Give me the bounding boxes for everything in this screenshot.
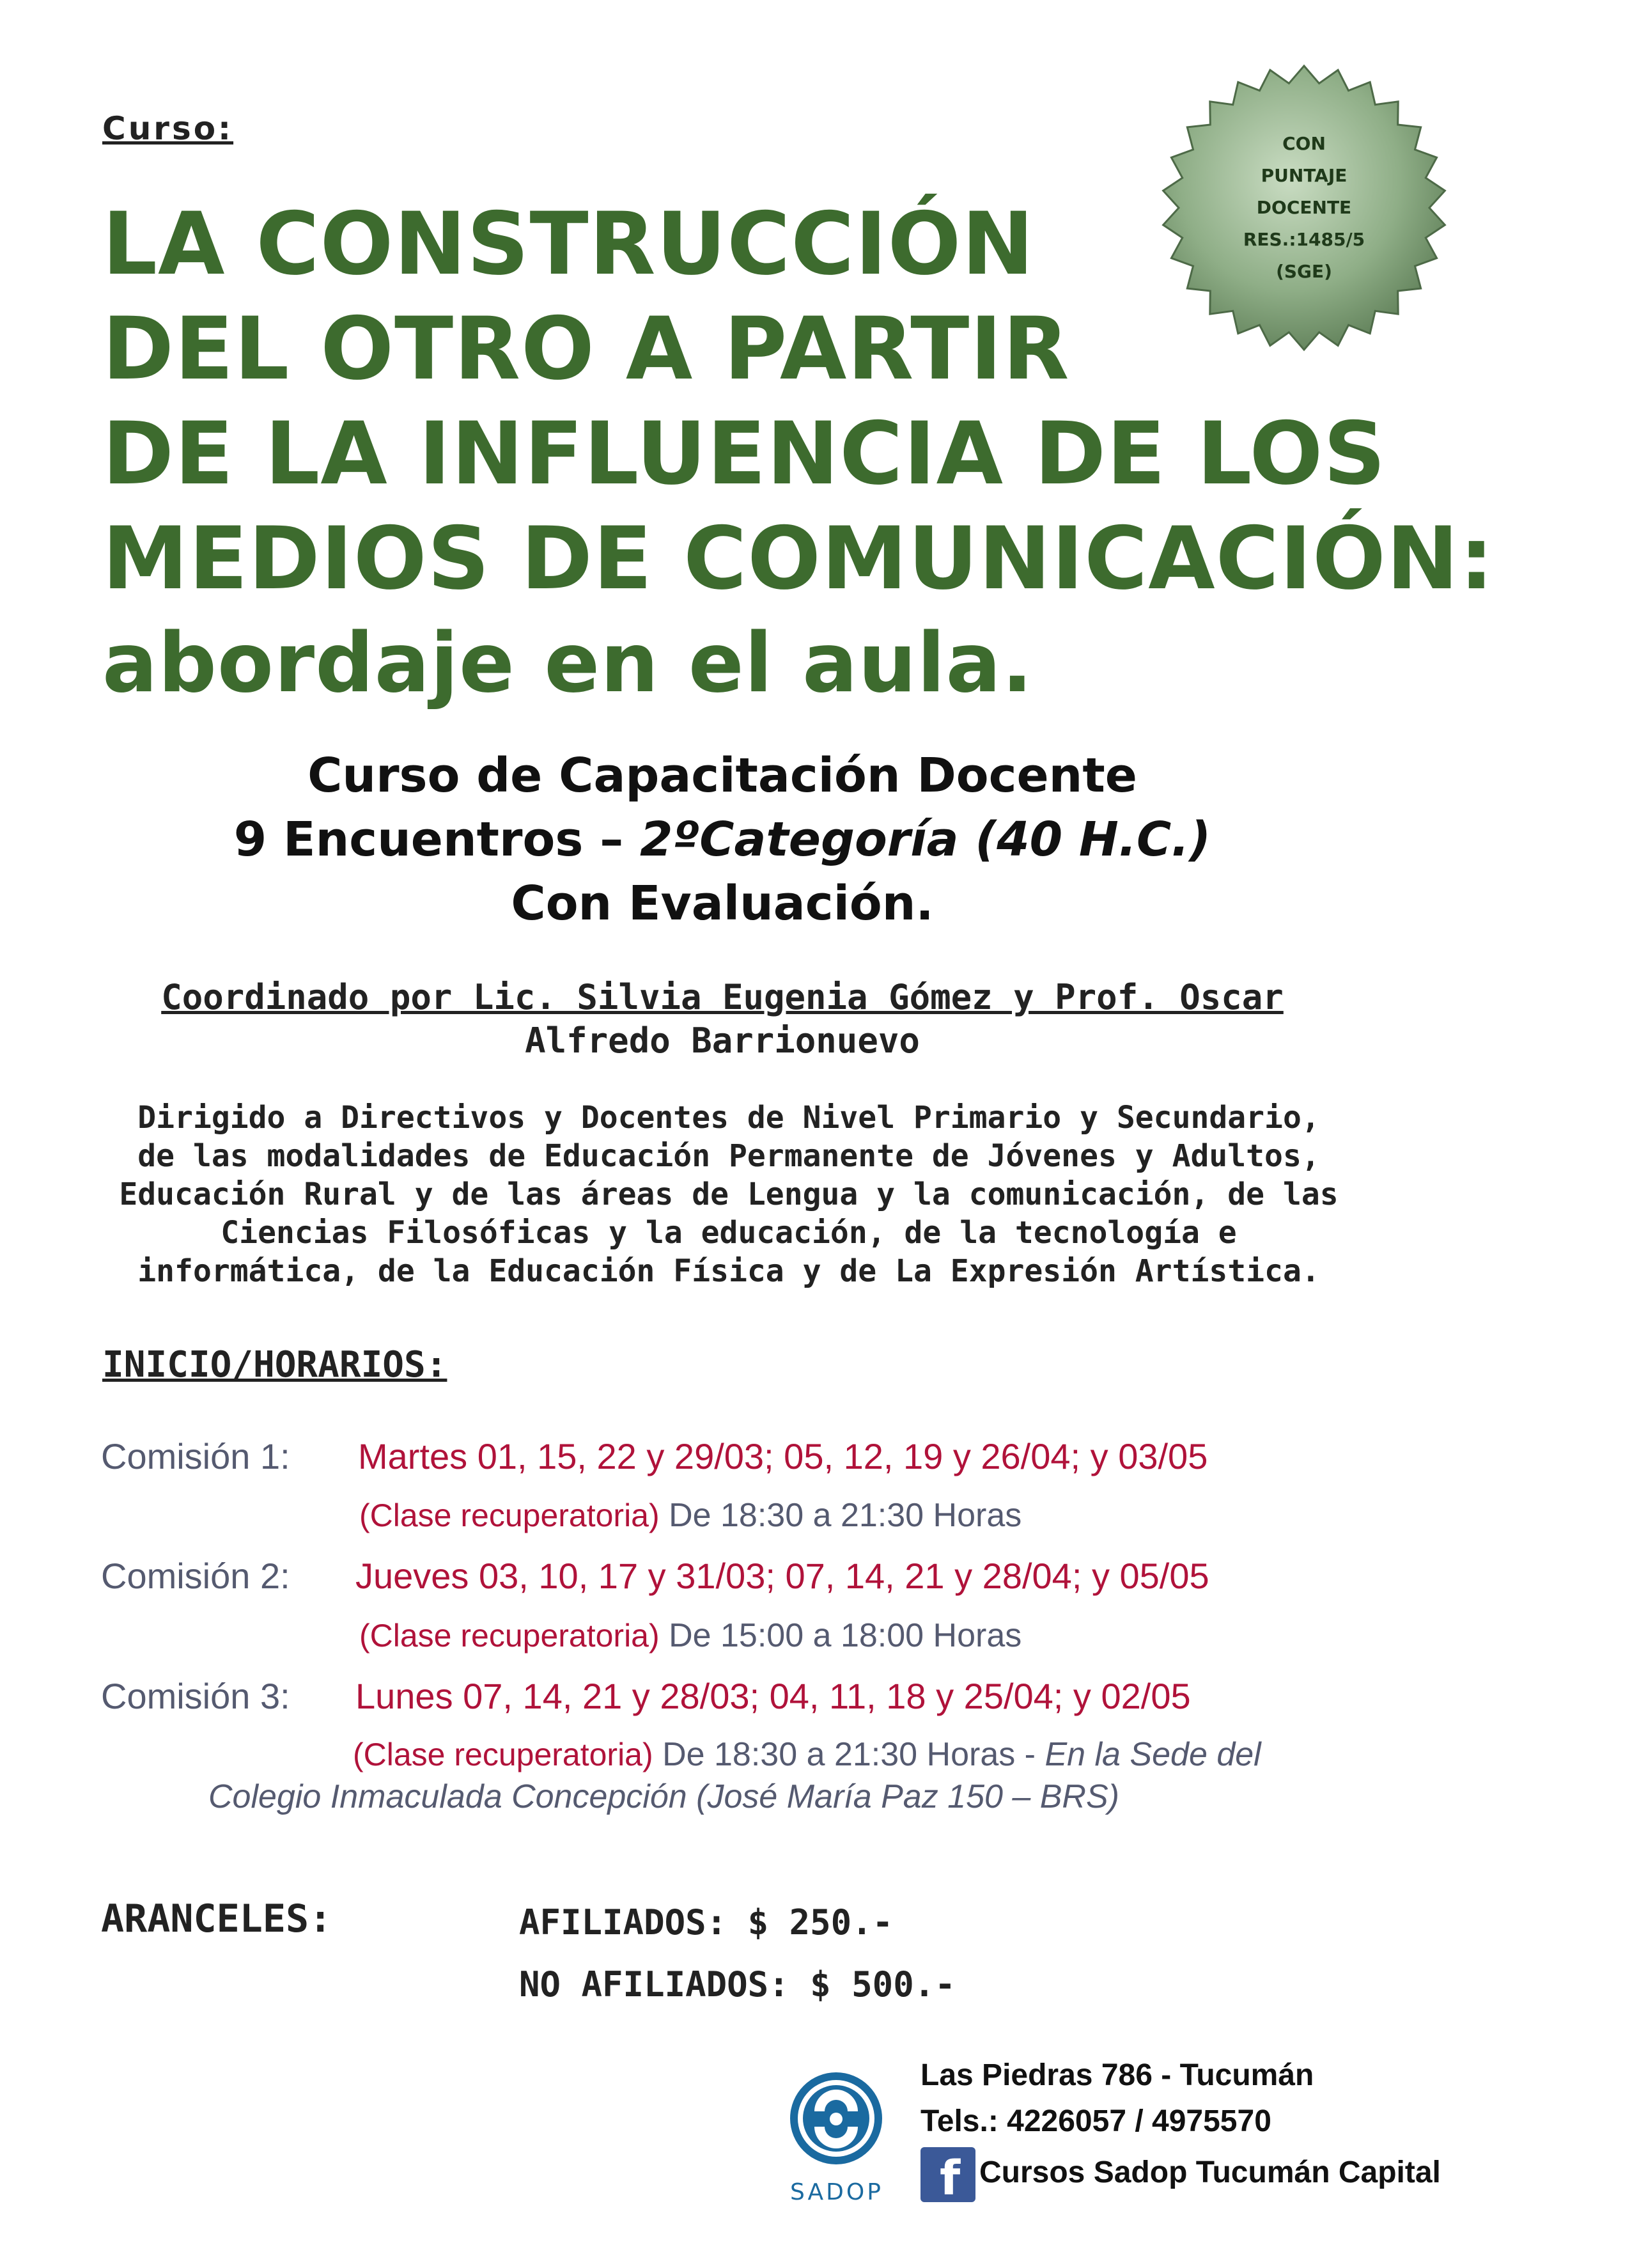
subtitle-line-2: [0, 812, 1445, 867]
comision-3-days: Lunes 07, 14, 21 y 28/03; 04, 11, 18 y 25/04; y 02/05: [355, 1676, 1191, 1716]
subtitle-encuentros: 9 Encuentros –: [233, 812, 640, 867]
comision-1-days: Martes 01, 15, 22 y 29/03; 05, 12, 19 y 26/04; y 03/05: [358, 1436, 1208, 1476]
inicio-horarios-label: INICIO/HORARIOS:: [102, 1344, 447, 1386]
comision-1-label: Comisión 1:: [101, 1436, 290, 1476]
facebook-icon-letter: f: [940, 2151, 961, 2206]
sadop-logo: [785, 2064, 887, 2173]
footer-phones: Tels.: 4226057 / 4975570: [920, 2104, 1271, 2138]
sadop-logo-icon: [785, 2064, 887, 2173]
comision-3-recuperatoria: (Clase recuperatoria): [353, 1737, 653, 1772]
puntaje-seal: [1157, 61, 1451, 355]
footer-address: Las Piedras 786 - Tucumán: [920, 2058, 1314, 2092]
aranceles-label: ARANCELES:: [101, 1897, 332, 1941]
title-line-2: DEL OTRO A PARTIR: [102, 299, 1070, 399]
arancel-afiliados: AFILIADOS: $ 250.-: [519, 1902, 894, 1943]
dirigido-line: Educación Rural y de las áreas de Lengua y la comunicación, de las: [119, 1177, 1339, 1212]
title-line-5: abordaje en el aula.: [102, 616, 1034, 711]
subtitle-line-1: Curso de Capacitación Docente: [307, 748, 1137, 803]
dirigido-line: Dirigido a Directivos y Docentes de Nivel Primario y Secundario,: [137, 1100, 1320, 1136]
comision-2-hours: De 15:00 a 18:00 Horas: [659, 1617, 1022, 1654]
coordinado-line-1: Coordinado por Lic. Silvia Eugenia Gómez y Prof. Oscar: [161, 977, 1284, 1017]
subtitle-line-3: Con Evaluación.: [511, 876, 934, 931]
seal-line: CON: [1282, 133, 1326, 154]
seal-line: DOCENTE: [1256, 197, 1352, 218]
coordinado-line-2: Alfredo Barrionuevo: [525, 1021, 920, 1061]
dirigido-line: Ciencias Filosóficas y la educación, de la tecnología e: [221, 1215, 1237, 1251]
seal-line: RES.:1485/5: [1243, 229, 1365, 250]
title-line-4: MEDIOS DE COMUNICACIÓN:: [102, 508, 1495, 609]
comision-1-hours: De 18:30 a 21:30 Horas: [659, 1497, 1022, 1534]
comision-3-hours: De 18:30 a 21:30 Horas -: [653, 1736, 1045, 1773]
title-line-3: DE LA INFLUENCIA DE LOS: [102, 403, 1387, 504]
title-line-1: LA CONSTRUCCIÓN: [102, 194, 1035, 294]
dirigido-line: de las modalidades de Educación Permanente de Jóvenes y Adultos,: [137, 1138, 1320, 1174]
facebook-icon: [920, 2147, 975, 2206]
comision-1-schedule: [359, 1496, 1021, 1535]
comision-2-recuperatoria: (Clase recuperatoria): [359, 1618, 660, 1654]
comision-3-sede-line-2: Colegio Inmaculada Concepción (José María Paz 150 – BRS): [208, 1778, 1119, 1815]
sadop-logo-text: SADOP: [790, 2179, 883, 2205]
curso-label: Curso:: [102, 110, 234, 147]
comision-3-label: Comisión 3:: [101, 1676, 290, 1716]
comision-2-days: Jueves 03, 10, 17 y 31/03; 07, 14, 21 y 28/04; y 05/05: [355, 1556, 1209, 1596]
dirigido-paragraph: [89, 1099, 1368, 1290]
comision-3-sede: En la Sede del: [1045, 1736, 1261, 1773]
comision-1-recuperatoria: (Clase recuperatoria): [359, 1498, 660, 1533]
arancel-no-afiliados: NO AFILIADOS: $ 500.-: [519, 1964, 956, 2005]
subtitle-categoria: 2ºCategoría (40 H.C.): [639, 812, 1211, 867]
comision-2-schedule: [359, 1616, 1021, 1655]
comision-3-schedule: [353, 1735, 1261, 1774]
footer-facebook[interactable]: Cursos Sadop Tucumán Capital: [979, 2155, 1441, 2189]
seal-text: [1157, 61, 1451, 355]
comision-2-label: Comisión 2:: [101, 1556, 290, 1596]
seal-line: PUNTAJE: [1261, 165, 1348, 186]
seal-line: (SGE): [1276, 261, 1332, 282]
dirigido-line: informática, de la Educación Física y de La Expresión Artística.: [137, 1253, 1320, 1289]
